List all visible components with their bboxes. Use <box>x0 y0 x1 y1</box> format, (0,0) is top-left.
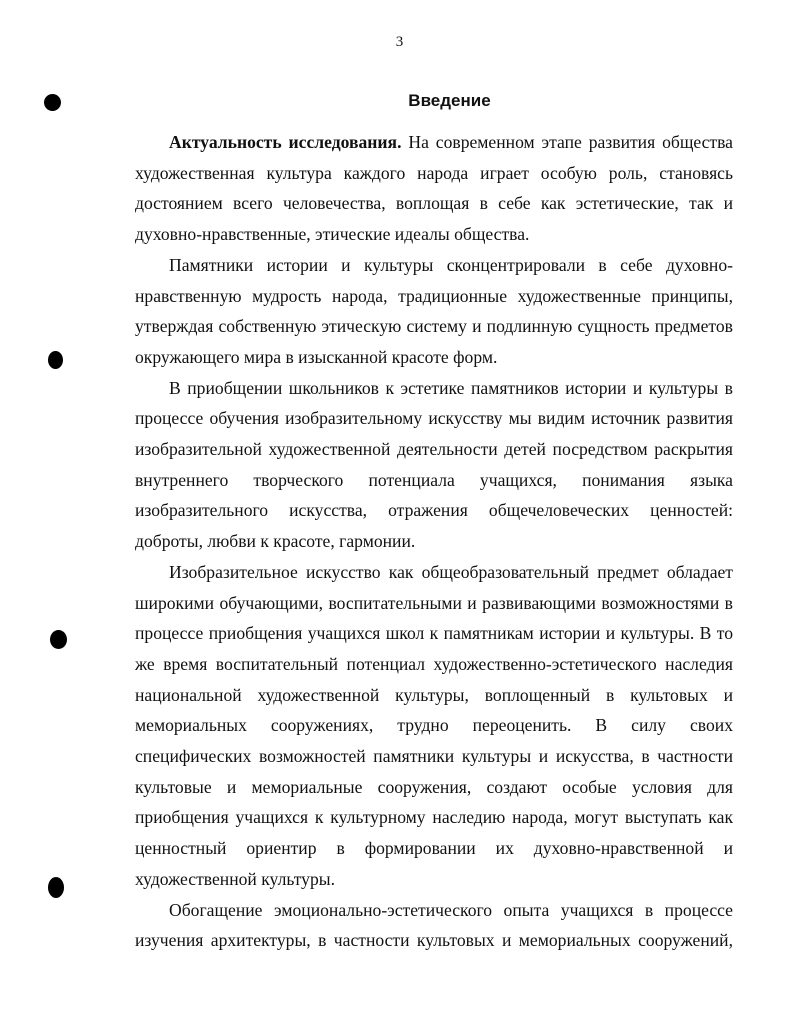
punch-hole-3 <box>50 630 67 649</box>
page-title: Введение <box>408 91 491 110</box>
paragraph: В приобщении школьников к эстетике памятников истории и культуры в процессе обучения изобразительному искусству мы видим источник развития изобразительной художественной деятельности детей посредством раскрытия внутреннего творческого потенциала учащихся, понимания языка изобразительного искусства, отражения общечеловеческих ценностей: доброты, любви к красоте, гармонии. <box>135 377 733 552</box>
punch-hole-1 <box>44 94 61 111</box>
punch-hole-2 <box>48 351 63 369</box>
paragraph: Обогащение эмоционально-эстетического опыта учащихся в процессе изучения архитектуры, в частности культовых и мемориальных сооружений, <box>135 899 733 951</box>
page-number: 3 <box>395 34 404 50</box>
paragraph: Памятники истории и культуры сконцентрировали в себе духовно-нравственную мудрость народа, традиционные художественные принципы, утверждая собственную этическую систему и подлинную сущность предметов окружающего мира в изысканной красоте форм. <box>135 254 733 367</box>
body-text <box>135 127 733 956</box>
paragraph-text: На современном этапе развития общества художественная культура каждого народа играет особую роль, становясь достоянием всего человечества, воплощая в себе как эстетические, так и духовно-нравственные, этические идеалы общества. <box>135 132 733 245</box>
paragraph: Изобразительное искусство как общеобразовательный предмет обладает широкими обучающими, воспитательными и развивающими возможностями в процессе приобщения учащихся школ к памятникам истории и культуры. В то же время воспитательный потенциал художественно-эстетического наследия национальной художественной культуры, воплощенный в культовых и мемориальных сооружениях, трудно переоценить. В силу своих специфических возможностей памятники культуры и искусства, в частности культовые и мемориальные сооружения, создают особые условия для приобщения учащихся к культурному наследию народа, могут выступать как ценностный ориентир в формировании их духовно-нравственной и художественной культуры. <box>135 561 733 889</box>
punch-hole-4 <box>48 877 64 898</box>
paragraph-relevance <box>135 127 733 250</box>
paragraph-lead: Актуальность исследования. <box>169 132 402 152</box>
